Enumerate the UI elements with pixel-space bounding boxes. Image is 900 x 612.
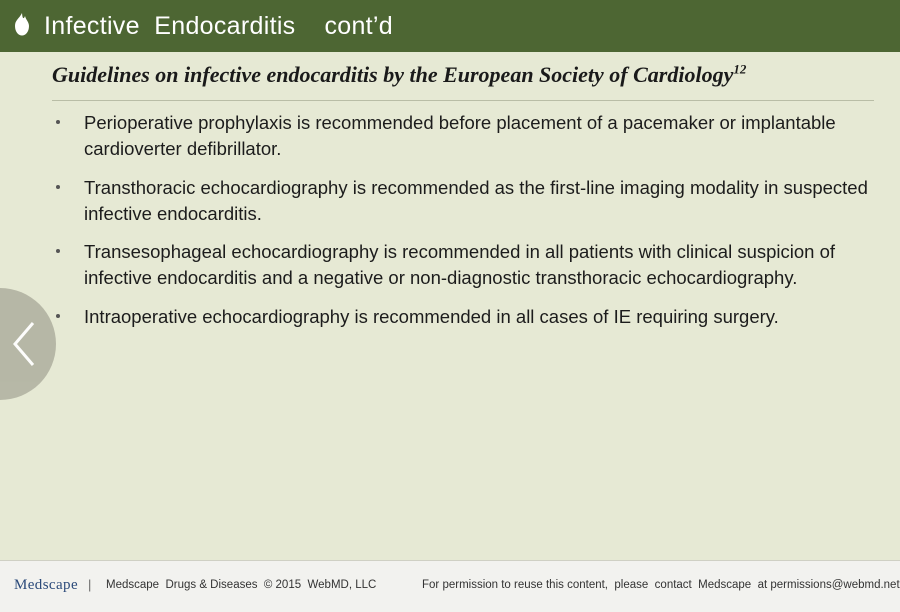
bullet-dot-icon (56, 249, 60, 253)
slide-subtitle (52, 62, 882, 87)
footer-permission-note: For permission to reuse this content, please contact Medscape at permissions@webmd.net (422, 579, 900, 591)
footer-copyright: Medscape Drugs & Diseases © 2015 WebMD, LLC (106, 579, 377, 591)
slide-subtitle-text: Guidelines on infective endocarditis by the European Society of Cardiology (52, 62, 734, 87)
list-item (44, 304, 874, 330)
bullet-list (44, 110, 874, 342)
list-item-text: Perioperative prophylaxis is recommended before placement of a pacemaker or implantable cardioverter defibrillator. (84, 112, 836, 160)
list-item-text: Intraoperative echocardiography is recommended in all cases of IE requiring surgery. (84, 305, 779, 327)
slide-footer (0, 560, 900, 612)
list-item (44, 175, 874, 228)
slide-subtitle-reference: 12 (733, 61, 747, 77)
list-item (44, 239, 874, 292)
list-item (44, 110, 874, 163)
slide-content (0, 52, 900, 560)
slide-title-bar (0, 0, 900, 52)
medscape-logo: Medscape (14, 577, 79, 593)
subtitle-divider (52, 100, 874, 101)
slide-title: Infective Endocarditis cont’d (44, 11, 393, 40)
bullet-dot-icon (56, 314, 60, 318)
list-item-text: Transthoracic echocardiography is recommended as the first-line imaging modality in suspected infective endocarditis. (84, 176, 868, 224)
list-item-text: Transesophageal echocardiography is recommended in all patients with clinical suspicion of infective endocarditis and a negative or non-diagnostic transthoracic echocardiography. (84, 241, 836, 289)
bullet-dot-icon (56, 120, 60, 124)
flame-icon (0, 0, 44, 52)
footer-separator: | (88, 577, 92, 592)
bullet-dot-icon (56, 185, 60, 189)
